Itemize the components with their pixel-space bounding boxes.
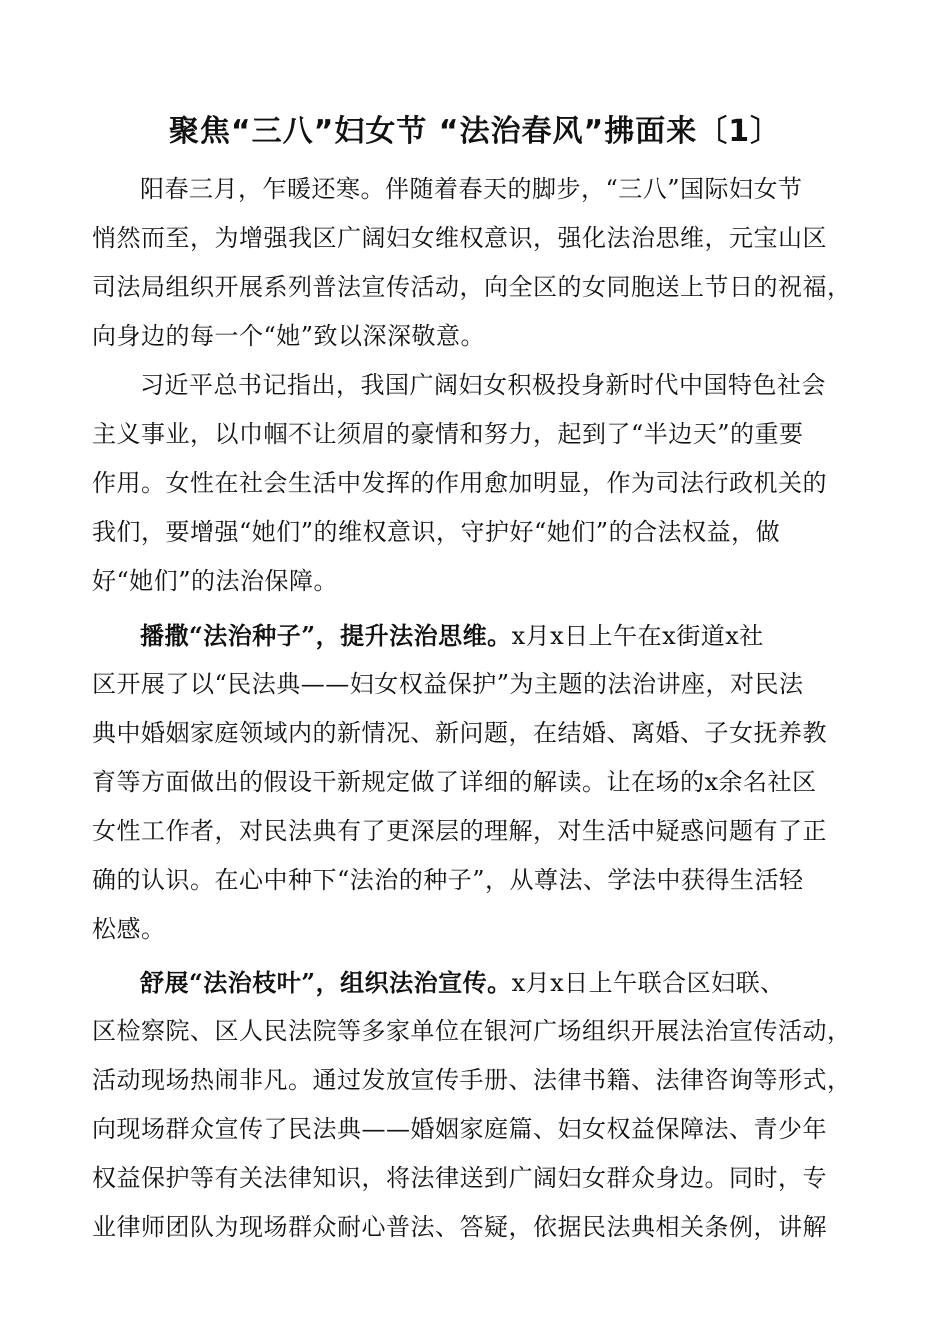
- paragraph-3-line-6: 确的认识。在心中种下“法治的种子”，从尊法、学法中获得生活轻: [92, 866, 804, 894]
- paragraph-4-line-3: 活动现场热闹非凡。通过发放宣传手册、法律书籍、法律咨询等形式，: [92, 1066, 852, 1094]
- paragraph-4-line-4: 向现场群众宣传了民法典——婚姻家庭篇、妇女权益保障法、青少年: [92, 1115, 827, 1143]
- paragraph-4-line-1: [140, 958, 930, 1007]
- section-heading: 播撒“法治种子”，提升法治思维。: [140, 621, 512, 650]
- paragraph-3-line-5: 女性工作者，对民法典有了更深层的理解，对生活中疑惑问题有了正: [92, 817, 827, 845]
- paragraph-4-line-1-text: x月x日上午联合区妇联、: [511, 969, 785, 997]
- paragraph-3-line-1: [140, 611, 930, 660]
- paragraph-2-line-3: 作用。女性在社会生活中发挥的作用愈加明显，作为司法行政机关的: [92, 469, 827, 497]
- paragraph-1-line-4: 向身边的每一个“她”致以深深敬意。: [92, 322, 486, 350]
- paragraph-3-line-7: 松感。: [92, 915, 166, 943]
- section-heading: 舒展“法治枝叶”，组织法治宣传。: [140, 968, 512, 997]
- paragraph-4-line-5: 权益保护等有关法律知识，将法律送到广阔妇女群众身边。同时，专: [92, 1164, 827, 1192]
- paragraph-3-line-3: 典中婚姻家庭领域内的新情况、新问题，在结婚、离婚、子女抚养教: [92, 719, 827, 747]
- paragraph-2-line-1: 习近平总书记指出，我国广阔妇女积极投身新时代中国特色社会: [140, 371, 826, 399]
- paragraph-1-line-2: 悄然而至，为增强我区广阔妇女维权意识，强化法治思维，元宝山区: [92, 224, 827, 252]
- paragraph-2-line-2: 主义事业，以巾帼不让须眉的豪情和努力，起到了“半边天”的重要: [92, 420, 804, 448]
- paragraph-4-line-2: 区检察院、区人民法院等多家单位在银河广场组织开展法治宣传活动，: [92, 1017, 852, 1045]
- paragraph-3-line-1-text: x月x日上午在x街道x社: [511, 622, 764, 650]
- page-title: 聚焦“三八”妇女节 “法治春风”拂面来〔1〕: [168, 114, 782, 149]
- paragraph-1-line-1: 阳春三月，乍暖还寒。伴随着春天的脚步，“三八”国际妇女节: [140, 175, 803, 203]
- paragraph-4-line-6: 业律师团队为现场群众耐心普法、答疑，依据民法典相关条例，讲解: [92, 1213, 827, 1241]
- paragraph-1-line-3: 司法局组织开展系列普法宣传活动，向全区的女同胞送上节日的祝福，: [92, 273, 852, 301]
- paragraph-3-line-2: 区开展了以“民法典——妇女权益保护”为主题的法治讲座，对民法: [92, 670, 804, 698]
- paragraph-2-line-4: 我们，要增强“她们”的维权意识，守护好“她们”的合法权益，做: [92, 518, 781, 546]
- paragraph-3-line-4: 育等方面做出的假设干新规定做了详细的解读。让在场的x余名社区: [92, 768, 817, 796]
- paragraph-2-line-5: 好“她们”的法治保障。: [92, 567, 339, 595]
